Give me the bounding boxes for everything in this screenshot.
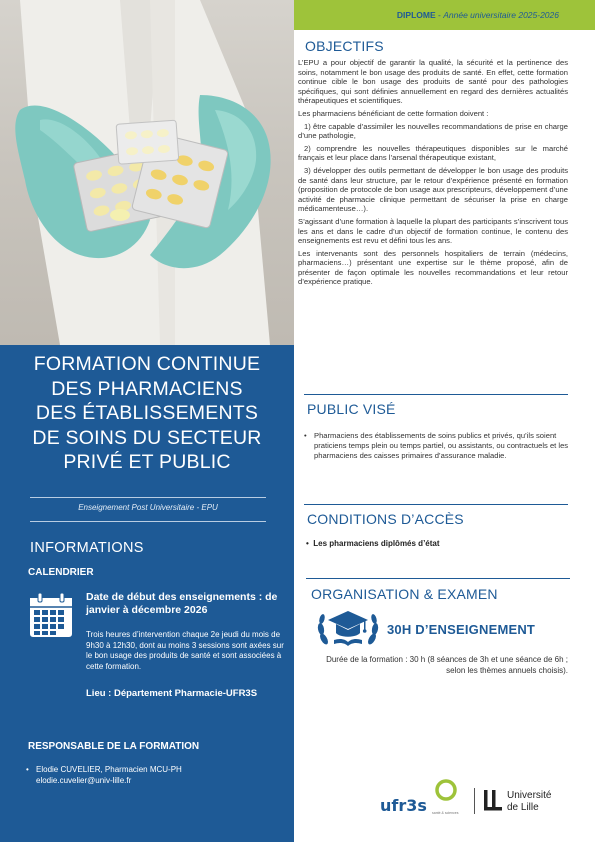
lille-line: de Lille xyxy=(507,801,539,813)
diploma-label: DIPLOME xyxy=(396,10,436,20)
calendrier-heading: CALENDRIER xyxy=(28,567,94,578)
objectifs-body xyxy=(298,58,568,290)
paragraph: S’agissant d’une formation à laquelle la plupart des participants s’inscrivent tous les ans et dans le cadre d’un objectif de formation continue, le contenu des enseignements est revu et défini tous les ans. xyxy=(298,216,568,246)
organisation-heading: ORGANISATION & EXAMEN xyxy=(311,586,498,602)
duree-text: Durée de la formation : 30 h (8 séances de 3h et une séance de 6h ; selon les thèmes annuels choisis). xyxy=(326,655,568,675)
academic-year: Année universitaire 2025-2026 xyxy=(443,10,559,20)
title-line: FORMATION CONTINUE xyxy=(33,353,261,375)
diploma-band: DIPLOME - Année universitaire 2025-2026 xyxy=(294,0,595,30)
ufr3s-wordmark: ufr3s xyxy=(380,796,427,815)
formation-title xyxy=(16,352,278,475)
paragraph: 2) comprendre les nouvelles thérapeutiques disponibles sur le marché français et leur place dans l’arsenal thérapeutique existant, xyxy=(298,143,568,163)
public-vise-list xyxy=(304,431,570,460)
responsable-heading: RESPONSABLE DE LA FORMATION xyxy=(28,741,200,752)
condition-item: • Les pharmaciens diplômés d’état xyxy=(306,539,440,548)
logos xyxy=(380,778,575,822)
left-column xyxy=(0,0,294,842)
conditions-heading: CONDITIONS D’ACCÈS xyxy=(307,511,464,527)
divider xyxy=(30,521,266,522)
date-details: Trois heures d’intervention chaque 2e jeudi du mois de 9h30 à 12h30, dont au moins 3 sessions sont axées sur le bon usage des produits de santé et sont associées à cette formation. xyxy=(86,630,284,671)
list-item: • Elodie CUVELIER, Pharmacien MCU-PH xyxy=(26,765,182,774)
public-item: Pharmaciens des établissements de soins publics et privés, qu’ils soient praticiens temps plein ou temps partiel, ou assistants, ou contractuels et les pharmaciens des caisses primaires d’assurance maladie. xyxy=(314,431,569,460)
divider xyxy=(304,394,568,395)
list-item xyxy=(26,776,286,787)
cover-photo-gloved-hands-pills xyxy=(0,0,294,345)
condition-text: Les pharmaciens diplômés d’état xyxy=(313,539,440,548)
objectifs-heading: OBJECTIFS xyxy=(305,38,384,54)
responsable-email-link[interactable]: elodie.cuvelier@univ-lille.fr xyxy=(36,775,132,785)
logo-divider xyxy=(474,788,475,814)
lille-line: Université xyxy=(507,790,552,801)
divider xyxy=(304,504,568,505)
paragraph: Les intervenants sont des personnels hospitaliers de terrain (médecins, pharmaciens…) présentant une expertise sur le thème proposé, afin de présenter de façon optimale les nouvelles recommandations et leur retour d’expérience pratique. xyxy=(298,248,568,287)
universite-de-lille-wordmark xyxy=(507,790,551,813)
responsable-name: Elodie CUVELIER, Pharmacien MCU-PH xyxy=(36,765,182,774)
ufr3s-logo xyxy=(380,778,464,822)
divider xyxy=(306,578,570,579)
public-vise-heading: PUBLIC VISÉ xyxy=(307,401,396,417)
list-item: • Pharmaciens des établissements de soins publics et privés, qu’ils soient praticiens temps plein ou temps partiel, ou assistants, ou contractuels et les pharmaciens des caisses primaires d’assurance maladie. xyxy=(304,431,569,460)
universite-de-lille-logo xyxy=(483,788,575,816)
title-line: DES PHARMACIENS xyxy=(51,377,243,400)
informations-heading: INFORMATIONS xyxy=(30,540,144,556)
title-line: PRIVÉ ET PUBLIC xyxy=(63,451,231,473)
formation-subtitle: Enseignement Post Universitaire - EPU xyxy=(78,503,218,512)
date-debut: Date de début des enseignements : de janvier à décembre 2026 xyxy=(86,591,278,616)
divider xyxy=(30,497,266,498)
ufr3s-tagline: santé & sciences xyxy=(432,811,459,815)
calendar-icon xyxy=(29,592,73,638)
title-line: DE SOINS DU SECTEUR xyxy=(32,426,262,449)
paragraph: L’EPU a pour objectif de garantir la qualité, la sécurité et la pertinence des soins, notamment le bon usage des produits de santé. En effet, cette formation continue cible le bon usage des produits de santé pour des pathologies spécifiques, qui sont définies annuellement en regard des dernières actualités thérapeutiques et scientifiques. xyxy=(298,58,568,106)
paragraph: Les pharmaciens bénéficiant de cette formation doivent : xyxy=(298,108,489,118)
lieu: Lieu : Département Pharmacie-UFR3S xyxy=(86,688,258,699)
title-line: DES ÉTABLISSEMENTS xyxy=(35,402,259,424)
paragraph: 1) être capable d’assimiler les nouvelles recommandations de prise en charge d’une pathologie, xyxy=(298,121,568,141)
graduation-laurel-icon xyxy=(316,609,380,649)
responsable-list xyxy=(26,765,286,786)
paragraph: 3) développer des outils permettant de développer le bon usage des produits de santé dans leur structure, par le retour d’expérience présenté en formation (proposition de protocole de bon usage aux prescripteurs, développement d’une activité de pharmacie clinique permettant de sécuriser la prise en charge médicamenteuse…). xyxy=(298,165,568,214)
hours-label: 30H D’ENSEIGNEMENT xyxy=(387,622,536,637)
